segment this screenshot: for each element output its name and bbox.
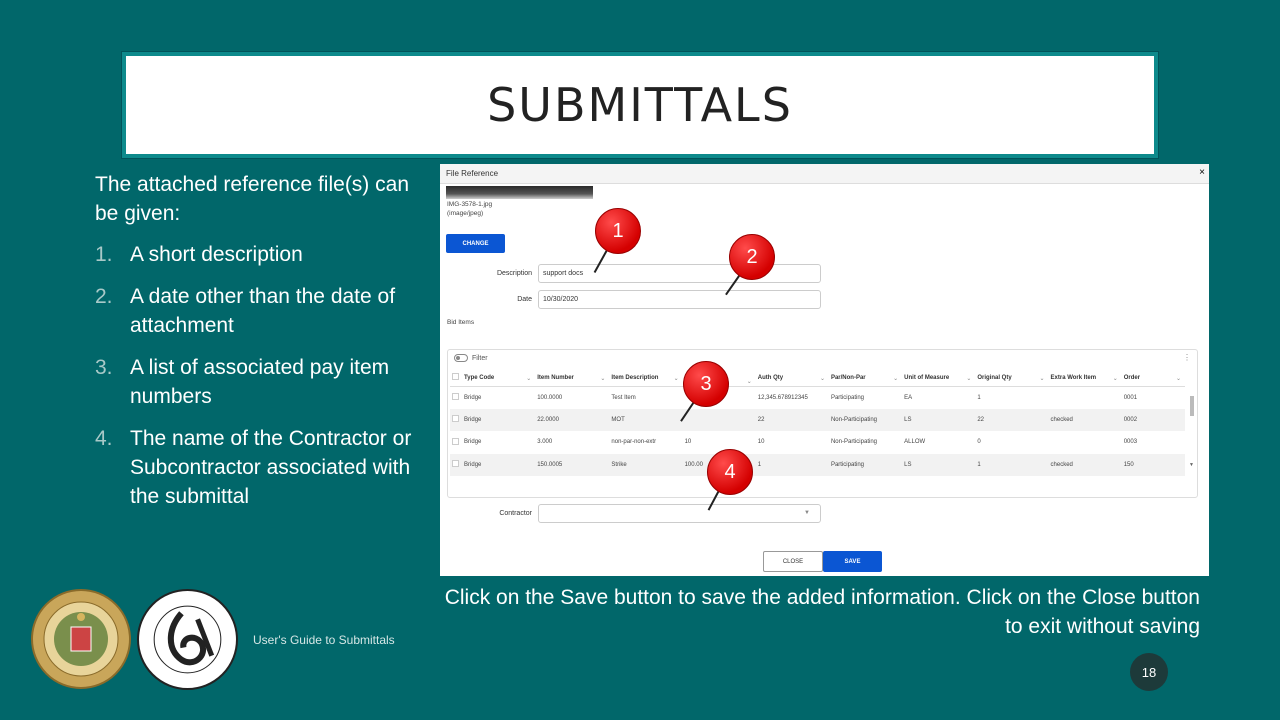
select-all-cell[interactable]: [450, 370, 462, 386]
feature-list: [95, 240, 430, 511]
chevron-down-icon[interactable]: ⌄: [893, 375, 899, 382]
checkbox[interactable]: [452, 373, 459, 380]
bid-items-table: [450, 370, 1185, 476]
chevron-down-icon[interactable]: ⌄: [1175, 375, 1181, 382]
toggle-icon[interactable]: [454, 354, 468, 362]
chevron-down-icon[interactable]: ⌄: [966, 375, 972, 382]
image-thumbnail: [446, 186, 593, 199]
callout-marker-3: 3: [683, 361, 729, 407]
list-item: 1. A short description: [95, 243, 303, 266]
contractor-label: Contractor: [499, 510, 532, 517]
column-header[interactable]: Item Description ⌄: [609, 370, 682, 386]
description-label: Description: [496, 270, 532, 277]
description-input[interactable]: support docs: [538, 264, 821, 283]
contractor-select[interactable]: [538, 504, 821, 523]
filter-toggle[interactable]: [454, 354, 488, 362]
column-header[interactable]: Unit of Measure ⌄: [902, 370, 975, 386]
close-button[interactable]: CLOSE: [763, 551, 823, 572]
checkbox[interactable]: [452, 438, 459, 445]
chevron-down-icon[interactable]: ⌄: [1112, 375, 1118, 382]
column-header[interactable]: Par/Non-Par ⌄: [829, 370, 902, 386]
table-row[interactable]: Bridge 150.0005 Strike 100.00 1 Participating LS 1 checked 150: [450, 454, 1185, 477]
file-reference-dialog: [440, 164, 1209, 576]
bid-items-grid: [447, 349, 1198, 498]
column-header[interactable]: Item Number ⌄: [535, 370, 609, 386]
chevron-down-icon[interactable]: ⌄: [746, 378, 752, 385]
column-header[interactable]: Original Qty ⌄: [975, 370, 1048, 386]
scroll-down-icon[interactable]: ▼: [1189, 462, 1194, 468]
dialog-header: [440, 164, 1209, 184]
file-type: (image/jpeg): [447, 210, 484, 217]
dialog-title: File Reference: [446, 169, 499, 178]
table-row[interactable]: Bridge 100.0000 Test Item 12,345.678912345 Participating EA 1 0001: [450, 386, 1185, 409]
page-title: SUBMITTALS: [487, 78, 793, 132]
close-icon[interactable]: ×: [1199, 167, 1205, 178]
list-item: 4. The name of the Contractor or Subcontractor associated with the submittal: [95, 427, 412, 508]
instructions: [95, 170, 430, 524]
chevron-down-icon[interactable]: ⌄: [526, 375, 532, 382]
checkbox[interactable]: [452, 415, 459, 422]
chevron-down-icon[interactable]: ▼: [804, 510, 810, 516]
file-name: IMG-3578-1.jpg: [447, 201, 493, 208]
list-item: 2. A date other than the date of attachment: [95, 285, 396, 337]
checkbox[interactable]: [452, 393, 459, 400]
column-header[interactable]: Type Code ⌄: [462, 370, 535, 386]
page-number: 18: [1130, 653, 1168, 691]
scrollbar-thumb[interactable]: [1190, 396, 1194, 416]
list-item: 3. A list of associated pay item numbers: [95, 356, 390, 408]
dot-logo: [137, 589, 238, 690]
vertical-scrollbar[interactable]: [1189, 388, 1195, 468]
column-header[interactable]: Auth Qty ⌄: [756, 370, 829, 386]
filter-label: Filter: [472, 354, 488, 362]
more-options-icon[interactable]: ⋮: [1183, 353, 1191, 362]
table-row[interactable]: Bridge 22.0000 MOT 22 Non-Participating LS 22 checked 0002: [450, 409, 1185, 432]
intro-text: The attached reference file(s) can be given:: [95, 173, 409, 225]
change-button[interactable]: CHANGE: [446, 234, 505, 253]
column-header[interactable]: Order ⌄: [1122, 370, 1185, 386]
callout-marker-4: 4: [707, 449, 753, 495]
checkbox[interactable]: [452, 460, 459, 467]
chevron-down-icon[interactable]: ⌄: [819, 375, 825, 382]
callout-marker-2: 2: [729, 234, 775, 280]
save-button[interactable]: SAVE: [823, 551, 882, 572]
date-input[interactable]: 10/30/2020: [538, 290, 821, 309]
date-label: Date: [517, 296, 532, 303]
table-row[interactable]: Bridge 3.000 non-par-non-extr 10 10 Non-Participating ALLOW 0 0003: [450, 431, 1185, 454]
title-box: [122, 52, 1158, 158]
chevron-down-icon[interactable]: ⌄: [1039, 375, 1045, 382]
chevron-down-icon[interactable]: ⌄: [673, 375, 679, 382]
column-header[interactable]: Extra Work Item ⌄: [1049, 370, 1122, 386]
chevron-down-icon[interactable]: ⌄: [600, 375, 606, 382]
callout-marker-1: 1: [595, 208, 641, 254]
bid-items-label: Bid Items: [447, 319, 475, 326]
state-seal-logo: [31, 589, 131, 689]
instruction-text: Click on the Save button to save the added information. Click on the Close button to exit without saving: [444, 586, 1200, 638]
table-header-row: [450, 370, 1185, 386]
footer-text: User's Guide to Submittals: [253, 633, 395, 647]
